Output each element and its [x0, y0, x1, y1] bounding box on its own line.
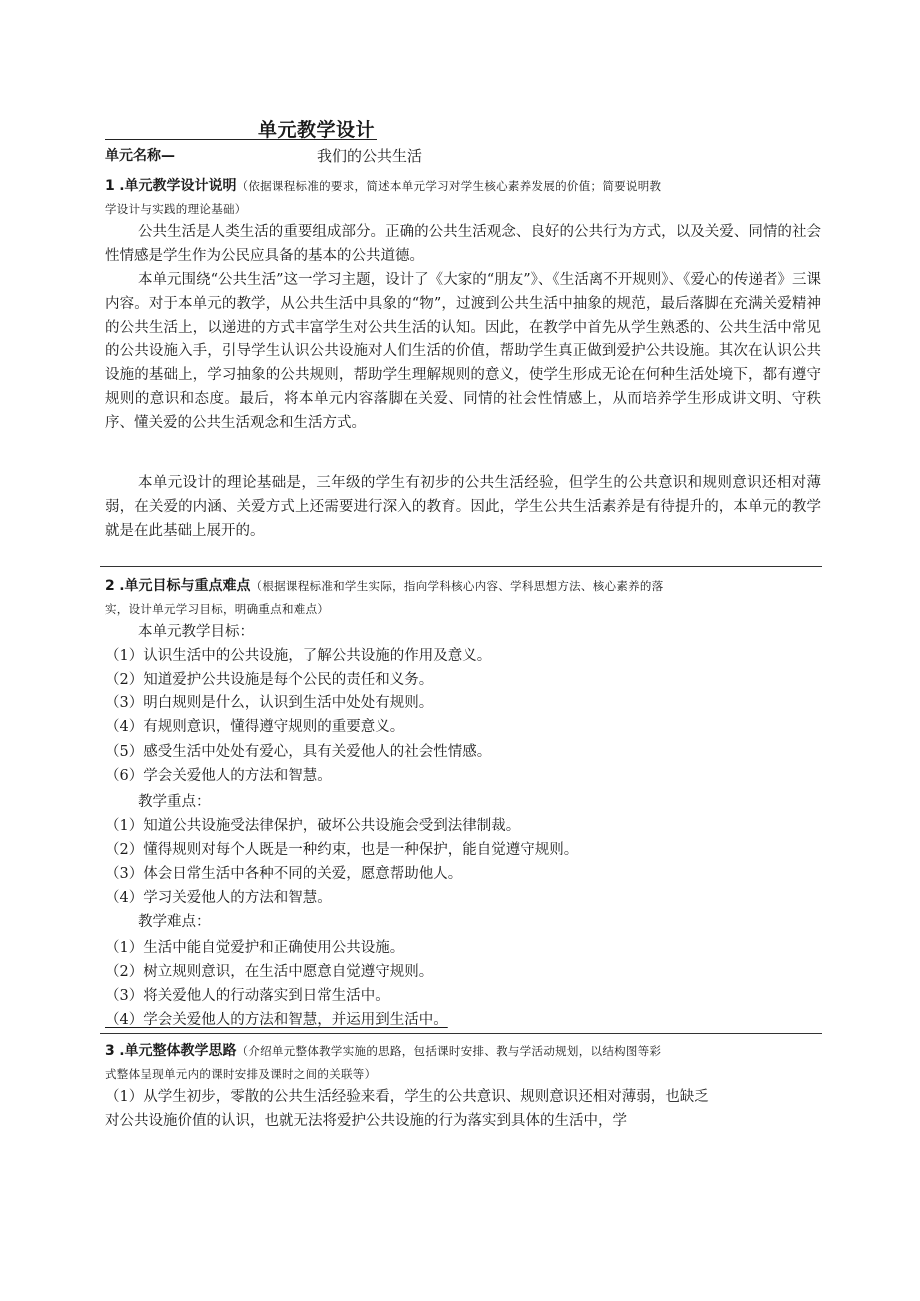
- difficulty-item: （2）树立规则意识，在生活中愿意自觉遵守规则。: [105, 964, 434, 980]
- section2-number: 2: [105, 578, 115, 594]
- goal-item: （1）认识生活中的公共设施，了解公共设施的作用及意义。: [105, 648, 492, 664]
- section3-number: 3: [105, 1043, 115, 1059]
- key-point-item: （1）知道公共设施受法律保护，破坏公共设施会受到法律制裁。: [105, 818, 521, 834]
- page-title: 单元教学设计: [258, 119, 376, 141]
- section2-note-line1: （根据课程标准和学生实际，指向学科核心内容、学科思想方法、核心素养的落: [250, 579, 664, 593]
- goal-item: （3）明白规则是什么，认识到生活中处处有规则。: [105, 695, 434, 711]
- section1-heading: .单元教学设计说明: [119, 178, 237, 194]
- key-point-item: （4）学习关爱他人的方法和智慧。: [105, 890, 332, 906]
- section1-note-line1: （依据课程标准的要求，简述本单元学习对学生核心素养发展的价值；简要说明教: [236, 179, 662, 193]
- section1-paragraph-3: 本单元设计的理论基础是，三年级的学生有初步的公共生活经验，但学生的公共意识和规则意识还相对薄弱，在关爱的内涵、关爱方式上还需要进行深入的教育。因此，学生公共生活素养是有待提升的，本单元的教学就是在此基础上展开的。: [105, 475, 821, 539]
- difficulty-item: （1）生活中能自觉爱护和正确使用公共设施。: [105, 940, 405, 956]
- key-points-label: 教学重点：: [138, 794, 211, 810]
- section-divider-2: [100, 1033, 822, 1034]
- goal-item: （2）知道爱护公共设施是每个公民的责任和义务。: [105, 672, 434, 688]
- section3-note-line1: （介绍单元整体教学实施的思路，包括课时安排、教与学活动规划，以结构图等彩: [236, 1044, 662, 1058]
- section3-heading: .单元整体教学思路: [119, 1043, 237, 1059]
- key-point-item: （2）懂得规则对每个人既是一种约束，也是一种保护，能自觉遵守规则。: [105, 842, 579, 858]
- goal-item: （4）有规则意识，懂得遵守规则的重要意义。: [105, 719, 405, 735]
- section2-heading: .单元目标与重点难点: [119, 578, 251, 594]
- section1-note-row2: [105, 198, 247, 220]
- section2-note-line2: 实，设计单元学习目标，明确重点和难点）: [105, 602, 330, 616]
- unit-name-label: 单元名称—: [105, 148, 175, 164]
- section3-text-line1: （1）从学生初步，零散的公共生活经验来看，学生的公共意识、规则意识还相对薄弱，也缺乏: [105, 1089, 709, 1105]
- section2-heading-row: [105, 575, 664, 597]
- goals-label: 本单元教学目标：: [138, 624, 254, 640]
- section3-note-row2: [105, 1063, 376, 1085]
- goal-item: （6）学会关爱他人的方法和智慧。: [105, 768, 332, 784]
- section1-number: 1: [105, 178, 115, 194]
- section1-paragraph-2: 本单元围绕“公共生活”这一学习主题，设计了《大家的“朋友”》、《生活离不开规则》、《爱心的传递者》三课内容。对于本单元的教学，从公共生活中具象的“物”，过渡到公共生活中抽象的规范，最后落脚在充满关爱精神的公共生活上，以递进的方式丰富学生对公共生活的认知。因此，在教学中首先从学生熟悉的、公共生活中常见的公共设施入手，引导学生认识公共设施对人们生活的价值，帮助学生真正做到爱护公共设施。其次在认识公共设施的基础上，学习抽象的公共规则，帮助学生理解规则的意义，使学生形成无论在何种生活处境下，都有遵守规则的意识和态度。最后，将本单元内容落脚在关爱、同情的社会性情感上，从而培养学生形成讲文明、守秩序、懂关爱的公共生活观念和生活方式。: [105, 272, 821, 431]
- section2-note-row2: [105, 598, 329, 620]
- difficulties-label: 教学难点：: [138, 914, 211, 930]
- section3-heading-row: [105, 1040, 661, 1062]
- section3-text-line2: 对公共设施价值的认识，也就无法将爱护公共设施的行为落实到具体的生活中，学: [105, 1113, 627, 1129]
- section1-paragraph-1: 公共生活是人类生活的重要组成部分。正确的公共生活观念、良好的公共行为方式，以及关爱、同情的社会性情感是学生作为公民应具备的基本的公共道德。: [105, 224, 821, 264]
- section1-heading-row: [105, 175, 661, 197]
- section3-note-line2: 式整体呈现单元内的课时安排及课时之间的关联等）: [105, 1067, 377, 1081]
- difficulty-item: （4）学会关爱他人的方法和智慧，并运用到生活中。: [105, 1012, 448, 1028]
- section1-note-line2: 学设计与实践的理论基础）: [105, 202, 247, 216]
- section-divider-1: [100, 566, 822, 567]
- unit-name-value: 我们的公共生活: [317, 147, 423, 165]
- key-point-item: （3）体会日常生活中各种不同的关爱，愿意帮助他人。: [105, 866, 463, 882]
- goal-item: （5）感受生活中处处有爱心，具有关爱他人的社会性情感。: [105, 744, 492, 760]
- difficulty-item: （3）将关爱他人的行动落实到日常生活中。: [105, 988, 390, 1004]
